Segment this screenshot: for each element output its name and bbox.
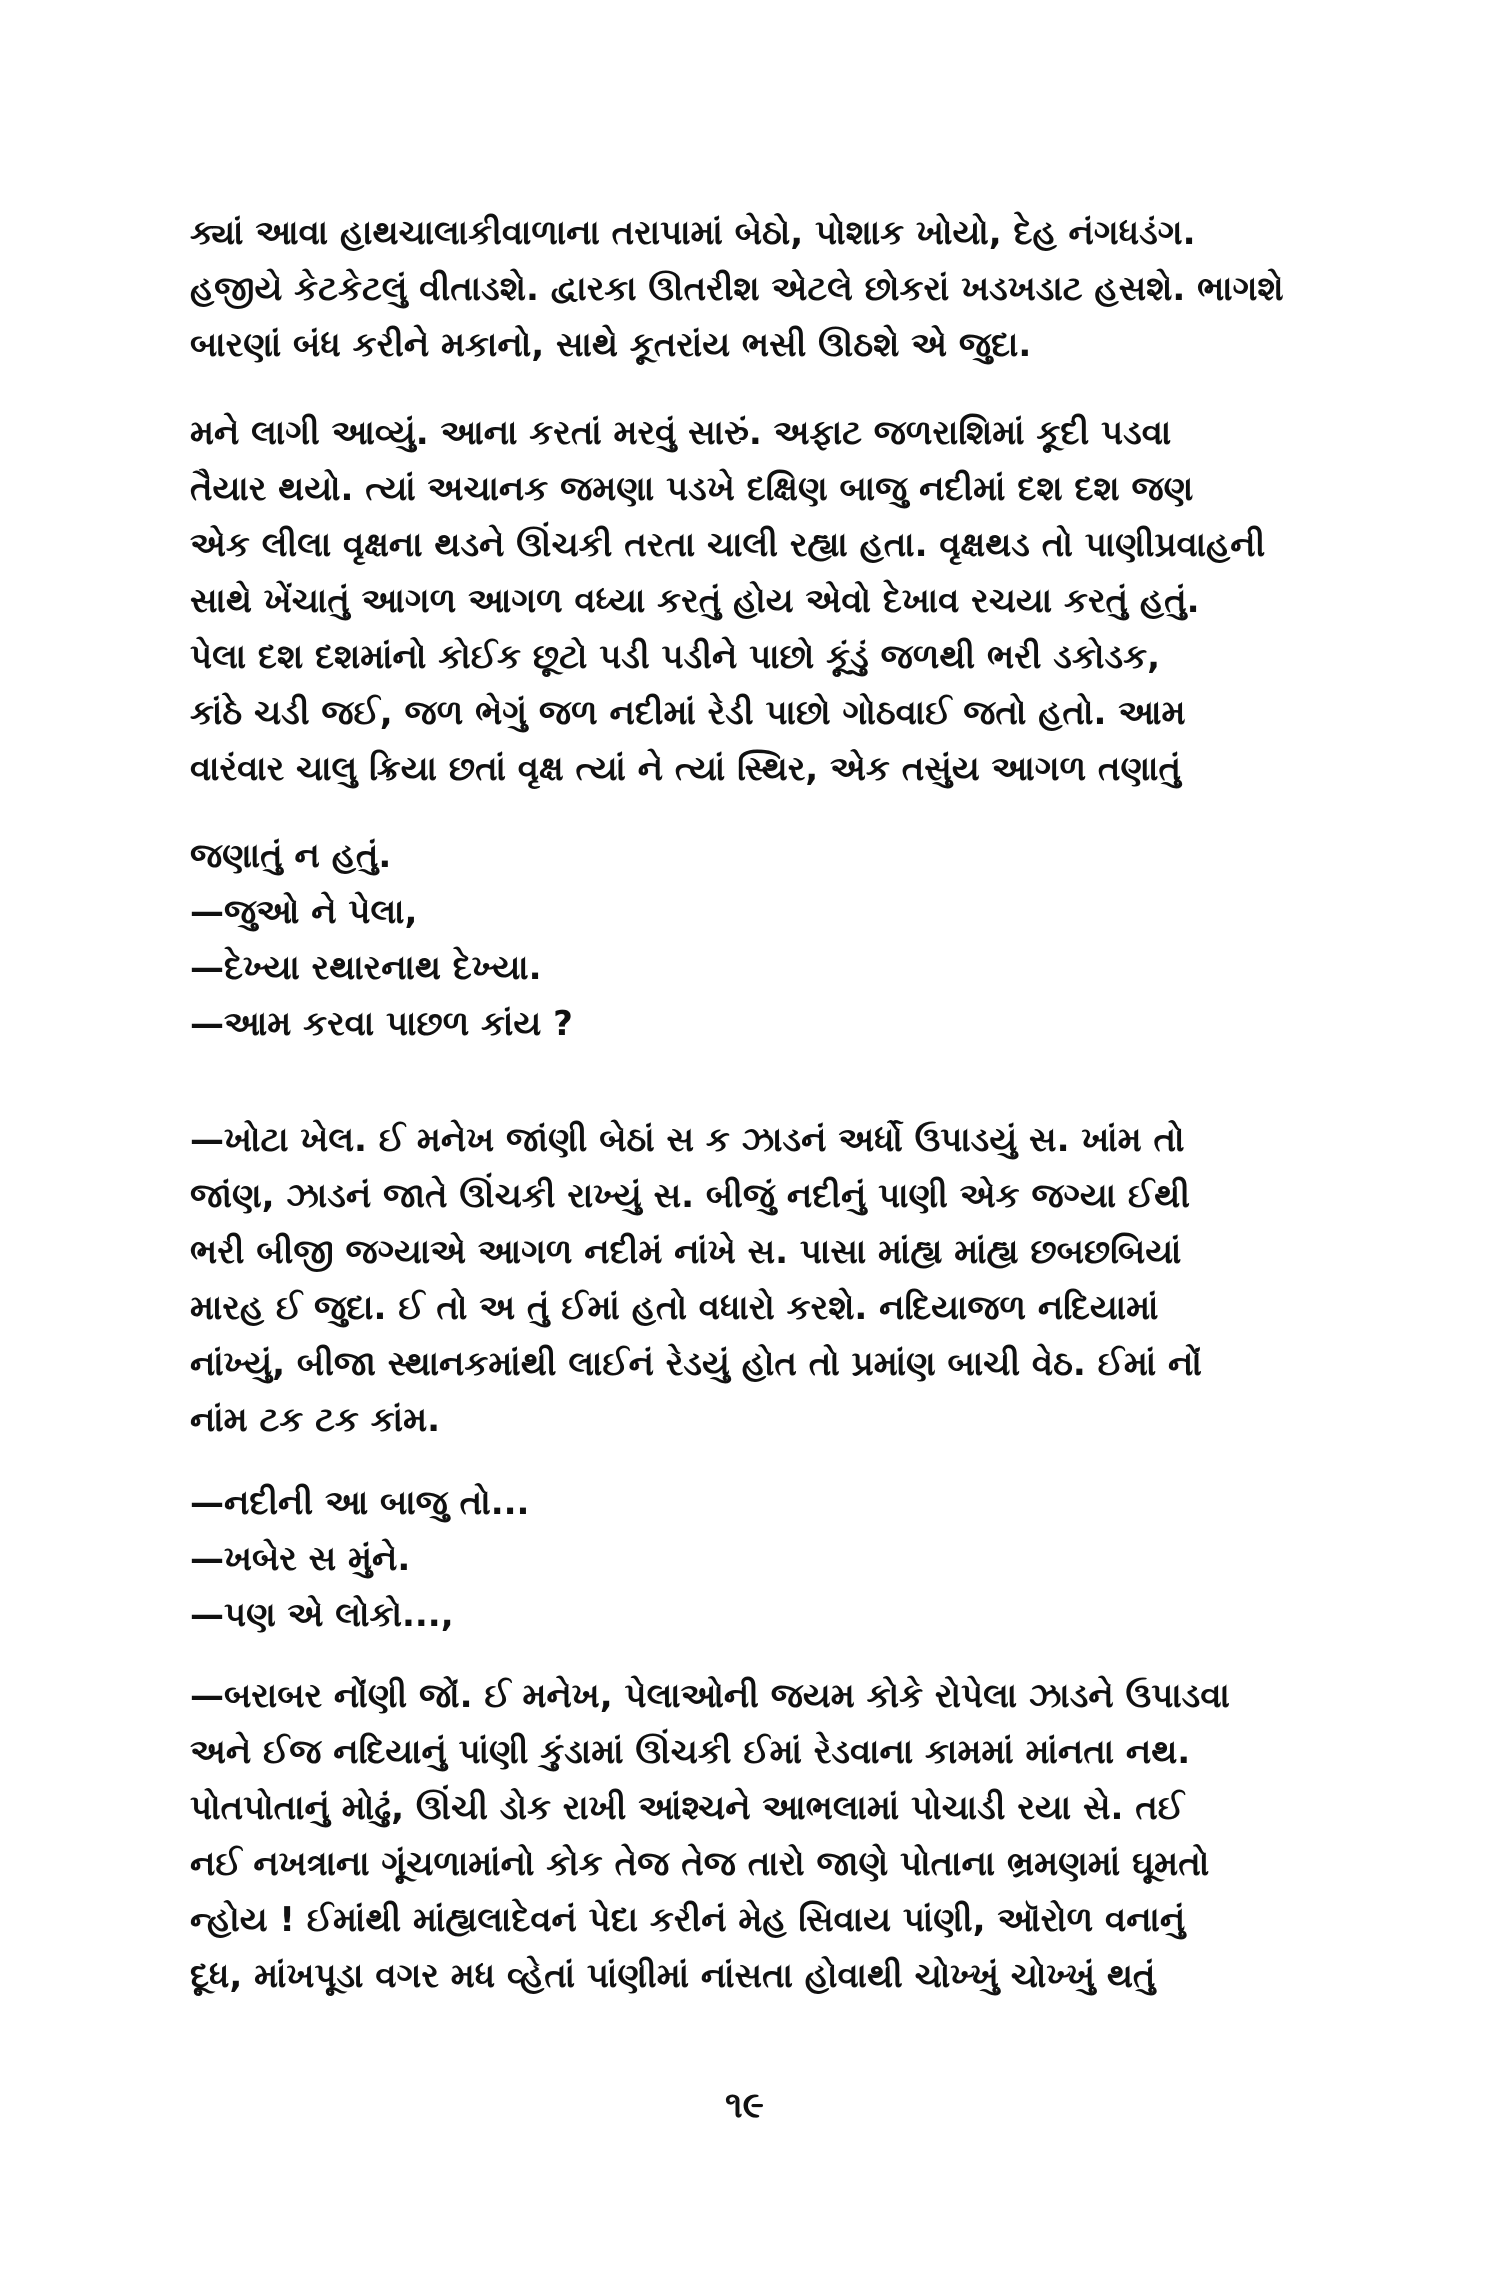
text-line: એક લીલા વૃક્ષના થડને ઊંચકી તરતા ચાલી રહ્યા હતા. વૃક્ષથડ તો પાણીપ્રવાહની bbox=[190, 525, 1266, 565]
text-line: દૂધ, માંખપૂડા વગર મધ વ્હેતાં પાંણીમાં નાંસતા હોવાથી ચોખ્ખું ચોખ્ખું થતું bbox=[190, 1956, 1156, 1996]
dialogue-line: —નદીની આ બાજુ તો... bbox=[190, 1483, 530, 1523]
text-line: નાંમ ટક ટક કાંમ. bbox=[190, 1400, 441, 1440]
text-line: પોતપોતાનું મોઢું, ઊંચી ડોક રાખી આંશ્ચને આભલામાં પોચાડી રયા સે. તઈ bbox=[190, 1788, 1185, 1828]
dialogue-line: —ખબેર સ મુંને. bbox=[190, 1539, 411, 1579]
text-line: નાંખ્યું, બીજા સ્થાનકમાંથી લાઈનં રેડયું હોત તો પ્રમાંણ બાચી વેઠ. ઈમાં નોં bbox=[190, 1344, 1202, 1384]
dialogue-line: —ખોટા ખેલ. ઈ મનેખ જાંણી બેઠાં સ ક ઝાડનં અર્ધો ઉપાડયું સ. ખાંમ તો bbox=[190, 1120, 1185, 1160]
paragraph-5 bbox=[190, 1475, 1310, 1643]
text-line: નઈ નખત્રાના ગૂંચળામાંનો કોક તેજ તેજ તારો જાણે પોતાના ભ્રમણમાં ઘૂમતો bbox=[190, 1844, 1210, 1884]
text-line: જાંણ, ઝાડનં જાતે ઊંચકી રાખ્યું સ. બીજું નદીનું પાણી એક જગ્યા ઈથી bbox=[190, 1176, 1190, 1216]
dialogue-line: —દેખ્યા રથારનાથ દેખ્યા. bbox=[190, 948, 542, 988]
dialogue-line: —પણ એ લોકો..., bbox=[190, 1595, 454, 1635]
paragraph-1 bbox=[190, 205, 1310, 373]
paragraph-6 bbox=[190, 1668, 1310, 2004]
text-line: મારહ ઈ જુદા. ઈ તો અ તું ઈમાં હતો વધારો કરશે. નદિયાજળ નદિયામાં bbox=[190, 1288, 1159, 1328]
paragraph-2 bbox=[190, 405, 1310, 797]
text-line: હજીયે કેટકેટલું વીતાડશે. દ્વારકા ઊતરીશ એટલે છોકરાં ખડખડાટ હસશે. ભાગશે bbox=[190, 269, 1284, 309]
text-line: મને લાગી આવ્યું. આના કરતાં મરવું સારું. અફાટ જળરાશિમાં કૂદી પડવા bbox=[190, 413, 1172, 453]
text-line: કાંઠે ચડી જઈ, જળ ભેગું જળ નદીમાં રેડી પાછો ગોઠવાઈ જતો હતો. આમ bbox=[190, 693, 1186, 733]
dialogue-line: —જુઓ ને પેલા, bbox=[190, 892, 418, 932]
text-line: ભરી બીજી જગ્યાએ આગળ નદીમં નાંખે સ. પાસા માંહ્ય માંહ્ય છબછબિયાં bbox=[190, 1232, 1182, 1272]
paragraph-3 bbox=[190, 828, 1310, 1052]
text-line: સાથે ખેંચાતું આગળ આગળ વધ્યા કરતું હોય એવો દેખાવ રચયા કરતું હતું. bbox=[190, 581, 1200, 621]
dialogue-line: —આમ કરવા પાછળ કાંય ? bbox=[190, 1004, 573, 1044]
text-line: ન્હોય ! ઈમાંથી માંહ્યલાદેવનં પેદા કરીનં મેહ સિવાય પાંણી, ઑરોળ વનાનું bbox=[190, 1900, 1186, 1940]
text-line: જણાતું ન હતું. bbox=[190, 836, 392, 876]
page-number: ૧૯ bbox=[725, 2085, 764, 2126]
text-line: અને ઈજ નદિયાનું પાંણી કુંડામાં ઊંચકી ઈમાં રેડવાના કામમાં માંનતા નથ. bbox=[190, 1732, 1191, 1772]
text-line: પેલા દશ દશમાંનો કોઈક છૂટો પડી પડીને પાછો કૂંડું જળથી ભરી ડકોડક, bbox=[190, 637, 1161, 677]
dialogue-line: —બરાબર નોંણી જોં. ઈ મનેખ, પેલાઓની જયમ કોકે રોપેલા ઝાડને ઉપાડવા bbox=[190, 1676, 1230, 1716]
text-line: તૈયાર થયો. ત્યાં અચાનક જમણા પડખે દક્ષિણ બાજુ નદીમાં દશ દશ જણ bbox=[190, 469, 1194, 509]
paragraph-4 bbox=[190, 1112, 1310, 1448]
text-line: બારણાં બંધ કરીને મકાનો, સાથે કૂતરાંય ભસી ઊઠશે એ જુદા. bbox=[190, 325, 1032, 365]
text-line: વારંવાર ચાલુ ક્રિયા છતાં વૃક્ષ ત્યાં ને ત્યાં સ્થિર, એક તસુંય આગળ તણાતું bbox=[190, 749, 1181, 789]
text-line: ક્યાં આવા હાથચાલાકીવાળાના તરાપામાં બેઠો, પોશાક ખોયો, દેહ નંગધડંગ. bbox=[190, 213, 1196, 253]
